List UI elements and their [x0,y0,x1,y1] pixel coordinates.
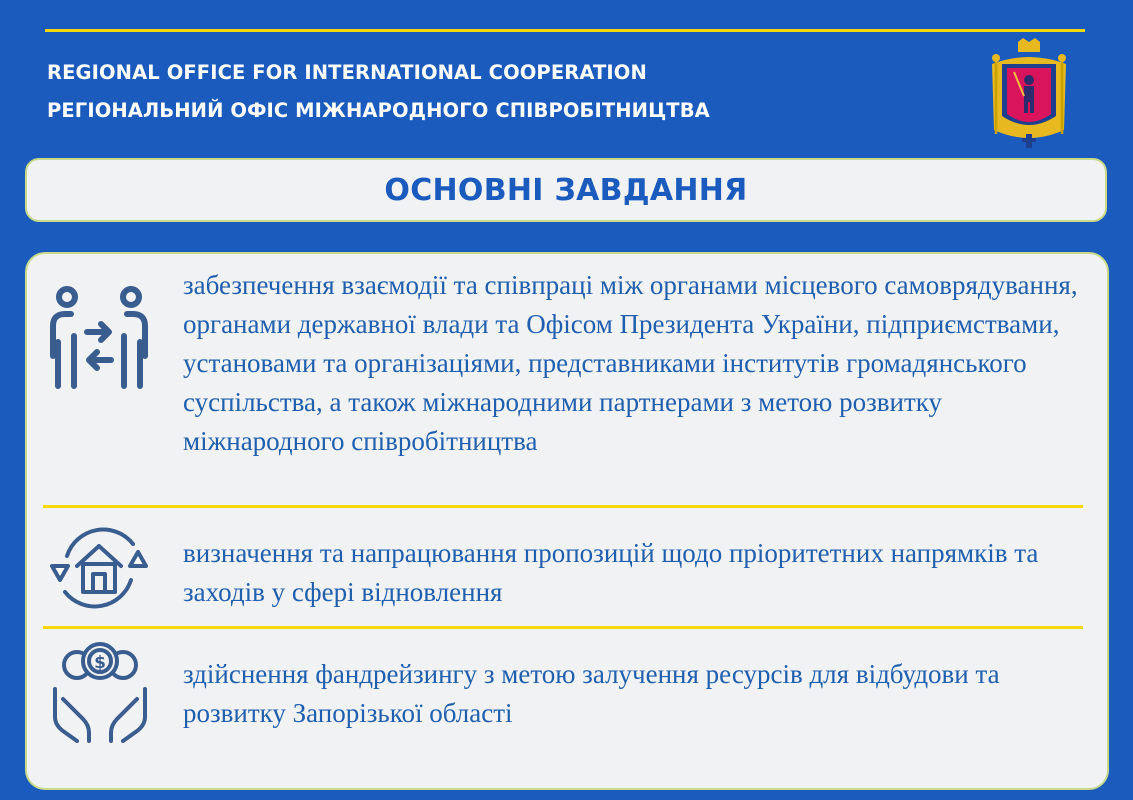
task-item [27,508,1107,626]
task-item [27,254,1107,508]
top-accent-line [45,29,1085,32]
section-title-box [25,158,1107,222]
task-text: забезпечення взаємодії та співпраці між органами місцевого самоврядування, органами державної влади та Офісом Президента України, підприємствами, установами та організаціями, представниками інститутів громадянського суспільства, а також міжнародними партнерами з метою розвитку міжнародного співробітництва [183,270,1078,456]
svg-text:$: $ [94,653,106,673]
coat-of-arms-icon [988,38,1070,150]
hands-coins-icon [47,641,153,745]
task-item [27,629,1107,789]
header-title-en: REGIONAL OFFICE FOR INTERNATIONAL COOPERATION [47,61,647,84]
section-title: ОСНОВНІ ЗАВДАННЯ [384,172,748,208]
house-recovery-icon [47,522,151,614]
header-title-ua: РЕГІОНАЛЬНИЙ ОФІС МІЖНАРОДНОГО СПІВРОБІТНИЦТВА [47,99,710,122]
task-text: здійснення фандрейзингу з метою залучення ресурсів для відбудови та розвитку Запорізької області [183,659,1000,728]
task-text: визначення та напрацювання пропозицій щодо пріоритетних напрямків та заходів у сфері відновлення [183,538,1039,607]
people-exchange-icon [47,286,151,392]
tasks-panel [25,252,1109,790]
